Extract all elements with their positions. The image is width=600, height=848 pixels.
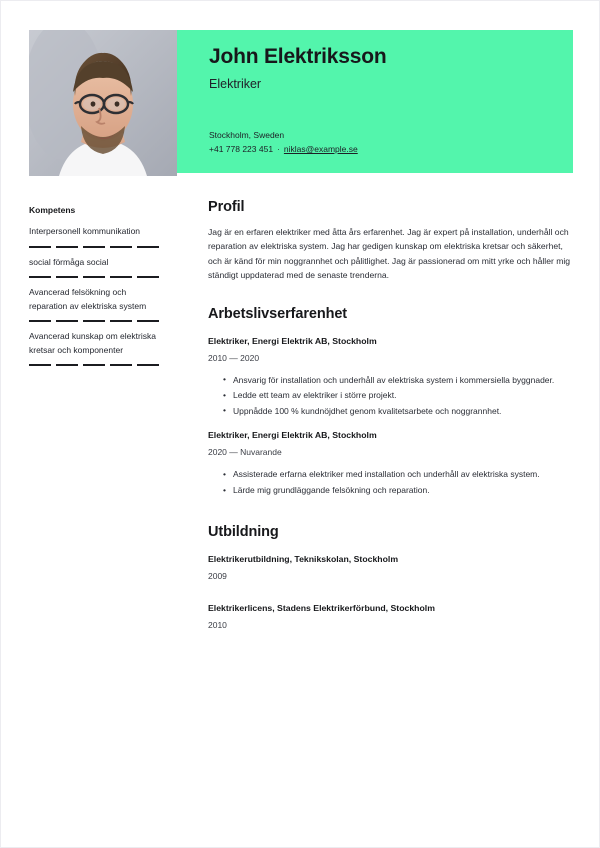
email-link[interactable]: niklas@example.se [283,144,358,154]
skill-item: social förmåga social [29,256,109,267]
education-heading: Elektrikerlicens, Stadens Elektrikerförbund, Stockholm [208,602,435,613]
skill-divider [29,364,161,366]
section-heading-profile: Profil [208,199,245,215]
skill-item: Avancerad felsökning och reparation av elektriska system [29,287,147,311]
job-date: 2020 — Nuvarande [208,447,282,458]
education-heading: Elektrikerutbildning, Teknikskolan, Stockholm [208,553,399,564]
portrait-photo-icon [29,30,177,176]
skill-divider [29,320,161,322]
list-item: • Ansvarig för installation och underhåll av elektriska system i kommersiella byggnader. [208,374,576,388]
education-entry [208,602,576,632]
contact-separator: · [277,144,280,154]
contact-line [209,142,358,156]
contact-block [209,128,358,156]
profile-text: Jag är en erfaren elektriker med åtta års erfarenhet. Jag är expert på installation, underhåll och reparation av elektriska system. Jag har gedigen kunskap om elektriska kretsar och säkerhet, och är känd för min noggrannhet och pålitlighet. Jag är passionerad om mitt yrke och håller mig ständigt uppdaterad med de senaste trenderna. [208,227,571,281]
education-date: 2009 [208,570,227,581]
resume-header [1,30,600,176]
sidebar-heading: Kompetens [29,205,76,215]
skill-item: Avancerad kunskap om elektriska kretsar och komponenter [29,331,156,355]
job-title: Elektriker [209,77,262,91]
skill-divider [29,246,161,248]
experience-entry [208,429,576,497]
job-bullet-list [208,468,576,497]
avatar [29,30,177,176]
job-bullet-list [208,374,576,419]
page-title: John Elektriksson [209,45,387,68]
sidebar-skills [29,204,161,374]
list-item: • Lärde mig grundläggande felsökning och reparation. [208,484,576,498]
location-text: Stockholm, Sweden [209,130,285,140]
section-heading-experience: Arbetslivserfarenhet [208,305,348,322]
header-accent-bar [177,30,573,173]
list-item: • Assisterade erfarna elektriker med installation och underhåll av elektriska system. [208,468,576,482]
section-heading-education: Utbildning [208,523,279,540]
job-heading: Elektriker, Energi Elektrik AB, Stockholm [208,335,377,346]
main-content [208,198,576,632]
job-date: 2010 — 2020 [208,352,260,363]
list-item: • Uppnådde 100 % kundnöjdhet genom kvalitetsarbete och noggrannhet. [208,405,576,419]
phone-text: +41 778 223 451 [209,144,274,154]
job-heading: Elektriker, Energi Elektrik AB, Stockholm [208,430,377,441]
education-date: 2010 [208,619,227,630]
experience-entry [208,335,576,419]
education-entry [208,553,576,583]
skill-divider [29,276,161,278]
skill-item: Interpersonell kommunikation [29,226,141,236]
list-item: • Ledde ett team av elektriker i större projekt. [208,389,576,403]
